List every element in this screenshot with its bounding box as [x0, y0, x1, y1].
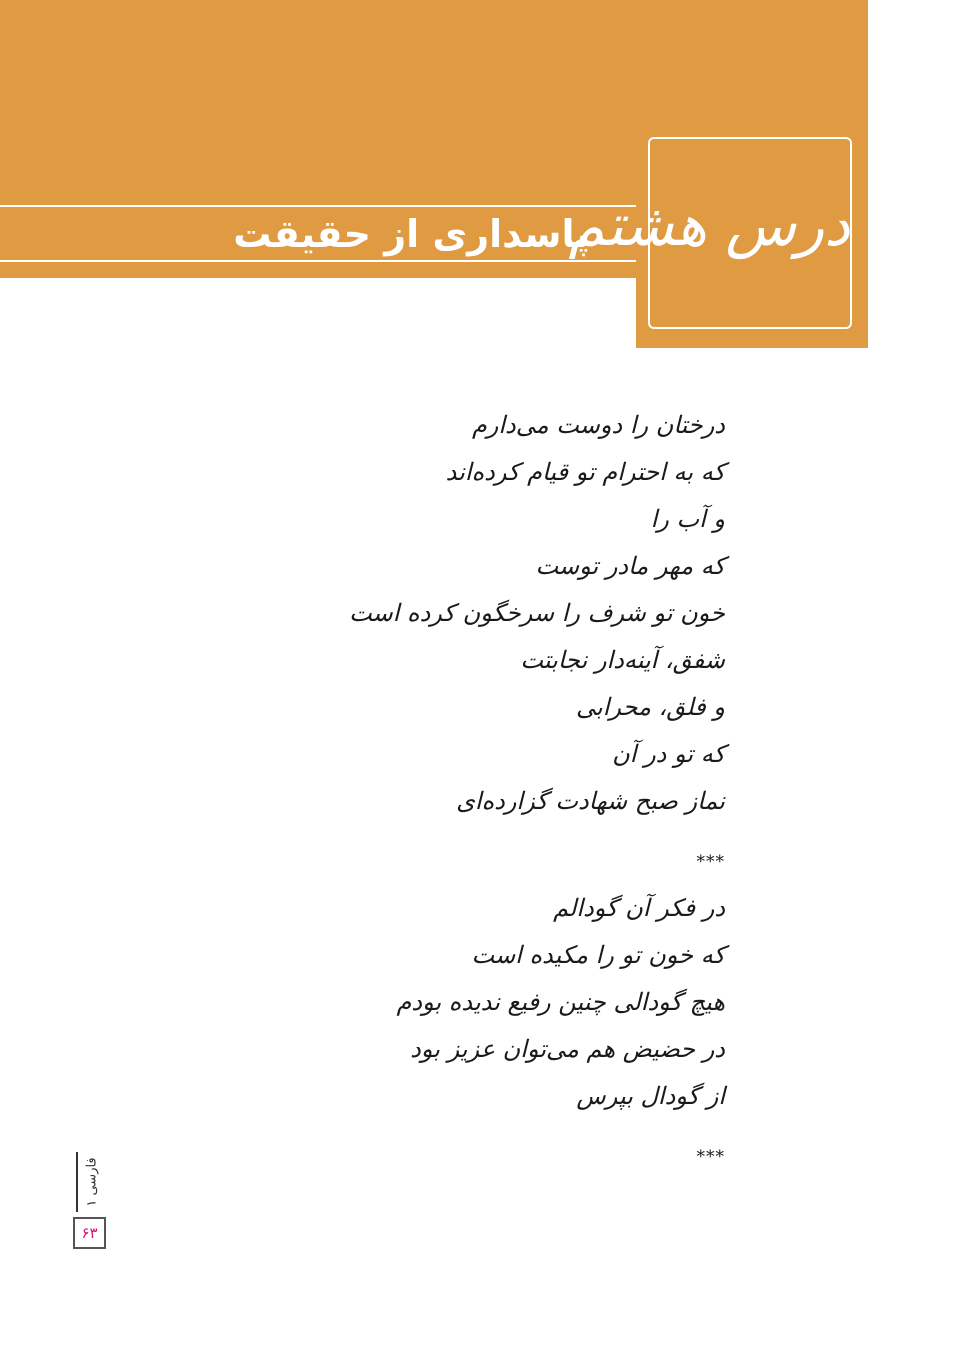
lesson-title: پاسداری از حقیقت [233, 212, 590, 256]
poem-line: از گودال بپرس [576, 1082, 725, 1110]
poem-line: که مهر مادر توست [535, 552, 725, 580]
poem-line: درختان را دوست می‌دارم [471, 411, 725, 439]
header-rule-bottom-left [0, 260, 636, 262]
poem-line: و آب را [650, 505, 725, 533]
book-name: فارسی ۱ [84, 1157, 100, 1207]
page-number: ۶۳ [73, 1217, 106, 1249]
poem-line: در حضیض هم می‌توان عزیز بود [410, 1035, 725, 1063]
lesson-number: درس هشتم [568, 191, 850, 259]
stanza-separator: *** [696, 852, 725, 872]
poem-stanza-2 [385, 885, 725, 1120]
header-rule-bottom-right [868, 260, 963, 262]
lesson-badge-frame [568, 137, 852, 329]
poem-line: و فلق، محرابی [576, 693, 725, 721]
poem-line: هیچ گودالی چنین رفیع ندیده بودم [396, 988, 725, 1016]
header-rule-top-right [868, 205, 963, 207]
lesson-badge [568, 124, 868, 348]
book-name-label [76, 1152, 106, 1212]
poem-line: شفق، آینه‌دار نجابتت [520, 646, 725, 674]
stanza-separator: *** [696, 1147, 725, 1167]
poem-line: که خون تو را مکیده است [471, 941, 725, 969]
poem-stanza-1 [349, 402, 725, 825]
poem-line: خون تو شرف را سرخگون کرده است [349, 599, 725, 627]
poem-line: که به احترام تو قیام کرده‌اند [445, 458, 725, 486]
poem [349, 402, 725, 1180]
poem-line: که تو در آن [612, 740, 725, 768]
poem-line: نماز صبح شهادت گزارده‌ای [456, 787, 725, 815]
header-rule-top-left [0, 205, 636, 207]
poem-line: در فکر آن گودالم [553, 894, 725, 922]
